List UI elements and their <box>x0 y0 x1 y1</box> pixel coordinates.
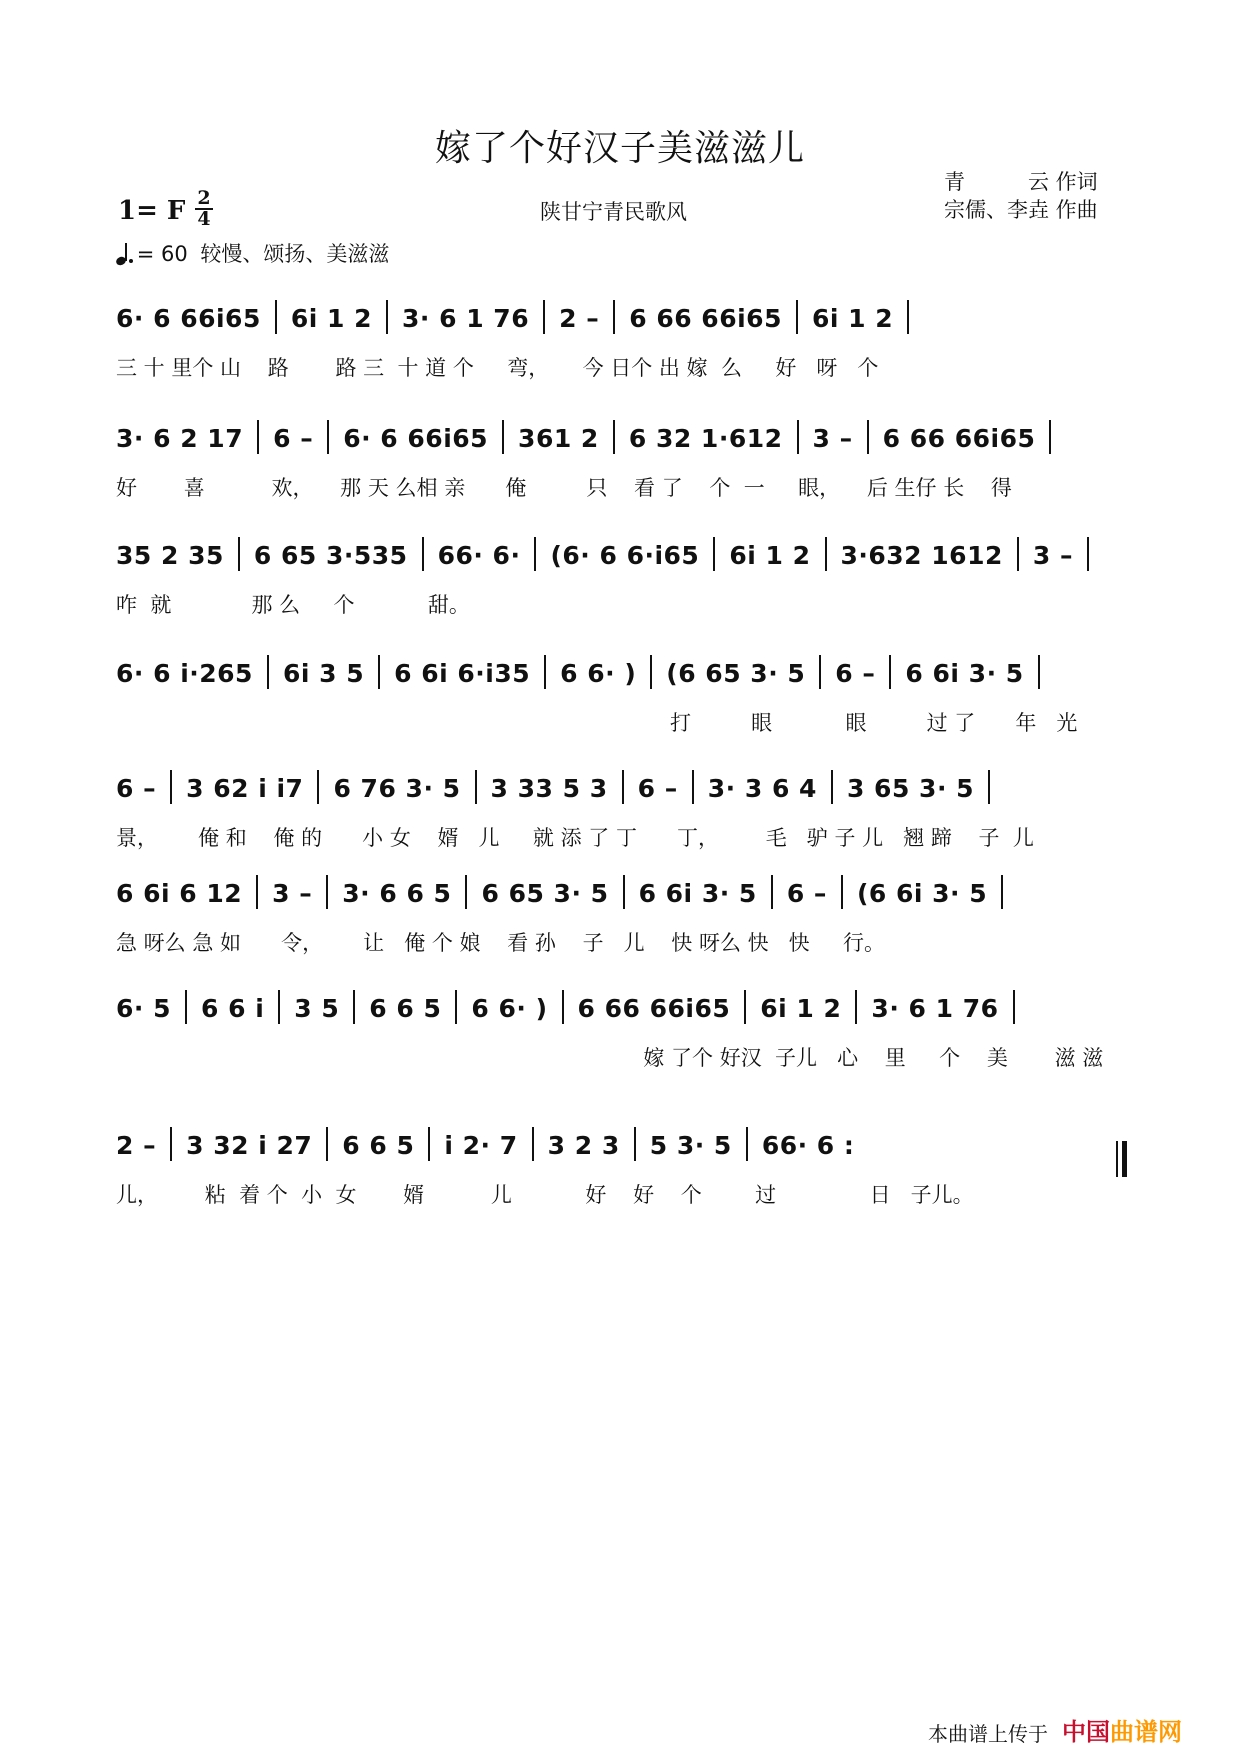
bar-line <box>327 420 329 454</box>
bar-line <box>623 875 625 909</box>
measure: 3 32 i 27 <box>186 1131 313 1160</box>
measure: 6 – <box>835 659 876 688</box>
lyrics-row: 三 十 里个 山 路 路 三 十 道 个 弯， 今 日个 出 嫁 么 好 呀 个 <box>116 356 879 380</box>
bar-line <box>502 420 504 454</box>
measure: 6i 1 2 <box>760 994 842 1023</box>
measure: 3 5 <box>294 994 340 1023</box>
measure: 3 – <box>1032 541 1073 570</box>
bar-line <box>386 300 388 334</box>
measure: 6 6i 3· 5 <box>905 659 1024 688</box>
measure: 6 6 5 <box>369 994 442 1023</box>
measure: 3· 6 1 76 <box>402 304 530 333</box>
measure: i 2· 7 <box>444 1131 518 1160</box>
lyrics-row: 嫁 了个 好汉 子儿 心 里 个 美 滋 滋 <box>116 1046 1104 1070</box>
dotted-quarter-note-icon <box>116 243 130 265</box>
score-line <box>116 537 1126 583</box>
bar-line <box>353 990 355 1024</box>
measure: 3· 6 6 5 <box>342 879 452 908</box>
bar-line <box>841 875 843 909</box>
measure: 3· 6 1 76 <box>871 994 999 1023</box>
bar-line <box>238 537 240 571</box>
measure: 6 6i 6 12 <box>116 879 243 908</box>
bar-line <box>378 655 380 689</box>
lyrics-row: 儿， 粘 着 个 小 女 婿 儿 好 好 个 过 日 子儿。 <box>116 1183 974 1207</box>
site-logo-red: 中国 <box>1062 1718 1110 1746</box>
measure: 6i 1 2 <box>729 541 811 570</box>
bar-line <box>855 990 857 1024</box>
footer-upload-text: 本曲谱上传于 <box>928 1722 1048 1746</box>
bar-line <box>744 990 746 1024</box>
bar-line <box>1001 875 1003 909</box>
bar-line <box>326 875 328 909</box>
bar-line <box>907 300 909 334</box>
bar-line <box>422 537 424 571</box>
lyricist-credit: 青 云 作词 <box>944 170 1098 194</box>
bar-line <box>428 1127 430 1161</box>
bar-line <box>867 420 869 454</box>
measure: 361 2 <box>518 424 599 453</box>
measure: 3 – <box>812 424 853 453</box>
bar-line <box>170 1127 172 1161</box>
score-line <box>116 990 1126 1036</box>
bar-line <box>1087 537 1089 571</box>
measure: 3 62 i i7 <box>186 774 304 803</box>
bar-line <box>1038 655 1040 689</box>
measure: 6 – <box>273 424 314 453</box>
bar-line <box>257 420 259 454</box>
measure: 2 – <box>559 304 600 333</box>
lyrics-row: 好 喜 欢， 那 天 么相 亲 俺 只 看 了 个 一 眼， 后 生仔 长 得 <box>116 476 1012 500</box>
measure: 6 6 i <box>201 994 265 1023</box>
bar-line <box>1049 420 1051 454</box>
bar-line <box>650 655 652 689</box>
notation-row <box>116 420 1126 454</box>
measure: 6 76 3· 5 <box>333 774 461 803</box>
measure: 66· 6 : <box>761 1131 855 1160</box>
final-repeat-thin-bar <box>1116 1141 1118 1177</box>
measure: 6 6· ) <box>471 994 548 1023</box>
bar-line <box>889 655 891 689</box>
measure: 5 3· 5 <box>649 1131 732 1160</box>
measure: 3 65 3· 5 <box>846 774 975 803</box>
bar-line <box>185 990 187 1024</box>
lyrics-row: 咋 就 那 么 个 甜。 <box>116 593 470 617</box>
measure: (6· 6 6·i65 <box>550 541 700 570</box>
bar-line <box>819 655 821 689</box>
time-signature <box>195 187 213 230</box>
bar-line <box>278 990 280 1024</box>
measure: 6 6 5 <box>342 1131 415 1160</box>
bar-line <box>267 655 269 689</box>
bar-line <box>692 770 694 804</box>
time-signature-top: 2 <box>197 187 211 209</box>
measure: 6 65 3·535 <box>253 541 408 570</box>
style-marking: 陕甘宁青民歌风 <box>540 200 687 224</box>
measure: 6 6i 3· 5 <box>638 879 757 908</box>
measure: 6 66 66i65 <box>629 304 782 333</box>
lyrics-row: 急 呀么 急 如 令， 让 俺 个 娘 看 孙 子 儿 快 呀么 快 快 行。 <box>116 931 886 955</box>
tempo-expression: 较慢、颂扬、美滋滋 <box>200 242 390 266</box>
bar-line <box>771 875 773 909</box>
measure: 6 65 3· 5 <box>481 879 609 908</box>
notation-row <box>116 1127 1126 1161</box>
measure: 3· 6 2 17 <box>116 424 244 453</box>
bar-line <box>275 300 277 334</box>
bar-line <box>797 420 799 454</box>
measure: 6· 5 <box>116 994 171 1023</box>
bar-line <box>825 537 827 571</box>
measure: 2 – <box>116 1131 157 1160</box>
measure: 3 2 3 <box>547 1131 620 1160</box>
score-line <box>116 655 1126 701</box>
lyrics-row: 打 眼 眼 过 了 年 光 <box>116 711 1078 735</box>
measure: 6 66 66i65 <box>577 994 731 1023</box>
bar-line <box>465 875 467 909</box>
measure: 35 2 35 <box>116 541 224 570</box>
measure: 3·632 1612 <box>840 541 1003 570</box>
score-line <box>116 770 1126 816</box>
notation-row <box>116 770 1126 804</box>
time-signature-bottom: 4 <box>197 208 211 230</box>
bar-line <box>1013 990 1015 1024</box>
measure: 6· 6 66i65 <box>343 424 489 453</box>
composer-credit: 宗儒、李垚 作曲 <box>944 198 1098 222</box>
score-line <box>116 420 1126 466</box>
bar-line <box>1017 537 1019 571</box>
bar-line <box>796 300 798 334</box>
measure: 6 6· ) <box>560 659 637 688</box>
measure: 6i 1 2 <box>811 304 894 333</box>
site-logo[interactable] <box>1062 1712 1222 1746</box>
measure: 6 66 66i65 <box>882 424 1036 453</box>
bar-line <box>634 1127 636 1161</box>
measure: 6 32 1·612 <box>628 424 783 453</box>
tempo-marking <box>116 238 389 268</box>
measure: (6 65 3· 5 <box>666 659 806 688</box>
bar-line <box>613 300 615 334</box>
bar-line <box>534 537 536 571</box>
measure: (6 6i 3· 5 <box>856 879 988 908</box>
bar-line <box>613 420 615 454</box>
lyrics-row: 景， 俺 和 俺 的 小 女 婿 儿 就 添 了 丁 丁， 毛 驴 子 儿 翘 蹄 子 儿 <box>116 826 1034 850</box>
measure: 6i 3 5 <box>282 659 365 688</box>
key-signature: 1= F <box>118 196 186 226</box>
score-line <box>116 300 1126 346</box>
bar-line <box>475 770 477 804</box>
bar-line <box>622 770 624 804</box>
notation-row <box>116 537 1126 571</box>
notation-row <box>116 990 1126 1024</box>
measure: 66· 6· <box>437 541 521 570</box>
score-line <box>116 875 1126 921</box>
bar-line <box>831 770 833 804</box>
bar-line <box>988 770 990 804</box>
final-repeat-thick-bar <box>1122 1141 1127 1177</box>
notation-row <box>116 875 1126 909</box>
measure: 3 33 5 3 <box>490 774 608 803</box>
measure: 3· 3 6 4 <box>707 774 817 803</box>
bar-line <box>746 1127 748 1161</box>
bar-line <box>455 990 457 1024</box>
measure: 6· 6 i·265 <box>116 659 253 688</box>
tempo-value: = 60 <box>136 242 188 266</box>
measure: 6· 6 66i65 <box>116 304 261 333</box>
bar-line <box>532 1127 534 1161</box>
bar-line <box>544 655 546 689</box>
site-logo-orange: 曲谱网 <box>1110 1718 1182 1746</box>
measure: 6i 1 2 <box>290 304 373 333</box>
bar-line <box>256 875 258 909</box>
notation-row <box>116 655 1126 689</box>
measure: 6 – <box>637 774 678 803</box>
measure: 6 – <box>786 879 827 908</box>
measure: 3 – <box>272 879 313 908</box>
bar-line <box>170 770 172 804</box>
score-line <box>116 1127 1126 1173</box>
score-title: 嫁了个好汉子美滋滋儿 <box>434 128 805 169</box>
bar-line <box>713 537 715 571</box>
bar-line <box>326 1127 328 1161</box>
bar-line <box>562 990 564 1024</box>
measure: 6 6i 6·i35 <box>394 659 531 688</box>
bar-line <box>317 770 319 804</box>
bar-line <box>543 300 545 334</box>
notation-row <box>116 300 1126 334</box>
measure: 6 – <box>116 774 157 803</box>
